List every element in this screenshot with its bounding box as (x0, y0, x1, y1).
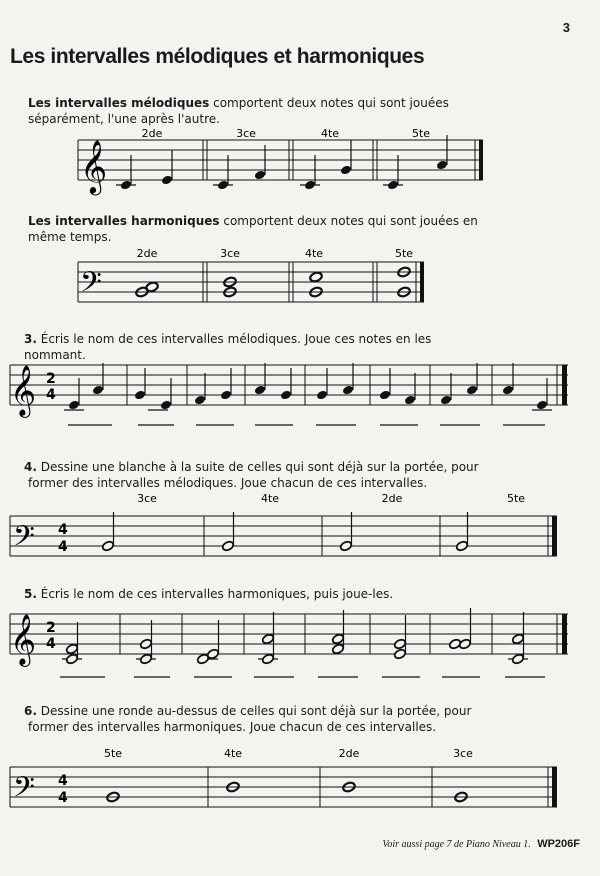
exercise-6-line1: Dessine une ronde au-dessus de celles qui sont déjà sur la portée, pour (36, 704, 472, 718)
interval-label-3ce: 3ce (220, 247, 240, 260)
interval-label-5te: 5te (506, 492, 526, 505)
staff-exercise-5 (10, 608, 568, 677)
interval-label-5te: 5te (394, 247, 414, 260)
interval-label-4te: 4te (304, 247, 324, 260)
interval-label-2de: 2de (136, 247, 158, 260)
exercise-5-line1: Écris le nom de ces intervalles harmoniques, puis joue-les. (36, 587, 394, 601)
staff-exercise-6 (10, 747, 557, 811)
footer-code: WP206F (537, 838, 580, 850)
melodic-desc-2: séparément, l'une après l'autre. (28, 112, 220, 126)
time-signature-bottom: 4 (58, 790, 68, 806)
staff-harmonic-example (78, 247, 424, 306)
exercise-4-line1: Dessine une blanche à la suite de celles qui sont déjà sur la portée, pour (36, 460, 479, 474)
interval-label-2de: 2de (141, 127, 163, 140)
treble-clef-icon: 𝄞 (10, 365, 37, 416)
exercise-6-number: 6. (24, 704, 37, 718)
interval-label-5te: 5te (411, 127, 431, 140)
staff-melodic-example (78, 127, 483, 195)
page-footer (382, 838, 580, 850)
bass-clef-icon: 𝄢 (80, 266, 102, 306)
interval-label-3ce: 3ce (453, 747, 473, 760)
time-signature-bottom: 4 (58, 539, 68, 555)
interval-label-4te: 4te (260, 492, 280, 505)
interval-label-2de: 2de (338, 747, 360, 760)
time-signature-top: 2 (46, 620, 56, 636)
bass-clef-icon: 𝄢 (13, 520, 35, 560)
time-signature-top: 4 (58, 522, 68, 538)
melodic-term: Les intervalles mélodiques (28, 96, 210, 110)
exercise-6-line2: former des intervalles harmoniques. Joue chacun de ces intervalles. (28, 720, 437, 734)
interval-label-2de: 2de (381, 492, 403, 505)
harmonic-desc-2: même temps. (28, 230, 112, 244)
time-signature-top: 4 (58, 773, 68, 789)
interval-label-3ce: 3ce (236, 127, 256, 140)
exercise-5-number: 5. (24, 587, 37, 601)
time-signature-bottom: 4 (46, 636, 56, 652)
interval-label-4te: 4te (223, 747, 243, 760)
treble-clef-icon: 𝄞 (80, 139, 108, 193)
time-signature-top: 2 (46, 371, 56, 387)
interval-label-3ce: 3ce (137, 492, 157, 505)
staff-exercise-4 (10, 492, 557, 560)
time-signature-bottom: 4 (46, 387, 56, 403)
interval-label-4te: 4te (320, 127, 340, 140)
exercise-4-number: 4. (24, 460, 37, 474)
footer-reference: Voir aussi page 7 de Piano Niveau 1. (382, 839, 531, 850)
exercise-4-line2: former des intervalles mélodiques. Joue chacun de ces intervalles. (28, 476, 428, 490)
melodic-desc-1: comportent deux notes qui sont jouées (209, 96, 449, 110)
treble-clef-icon: 𝄞 (10, 614, 37, 665)
exercise-3-line2: nommant. (24, 348, 86, 362)
page-number: 3 (562, 20, 570, 35)
staff-exercise-3 (10, 363, 568, 425)
page-title: Les intervalles mélodiques et harmoniques (10, 45, 425, 68)
harmonic-desc-1: comportent deux notes qui sont jouées en (219, 214, 478, 228)
bass-clef-icon: 𝄢 (13, 771, 35, 811)
harmonic-term: Les intervalles harmoniques (28, 214, 220, 228)
exercise-3-number: 3. (24, 332, 37, 346)
interval-label-5te: 5te (103, 747, 123, 760)
exercise-3-line1: Écris le nom de ces intervalles mélodiques. Joue ces notes en les (36, 332, 432, 346)
